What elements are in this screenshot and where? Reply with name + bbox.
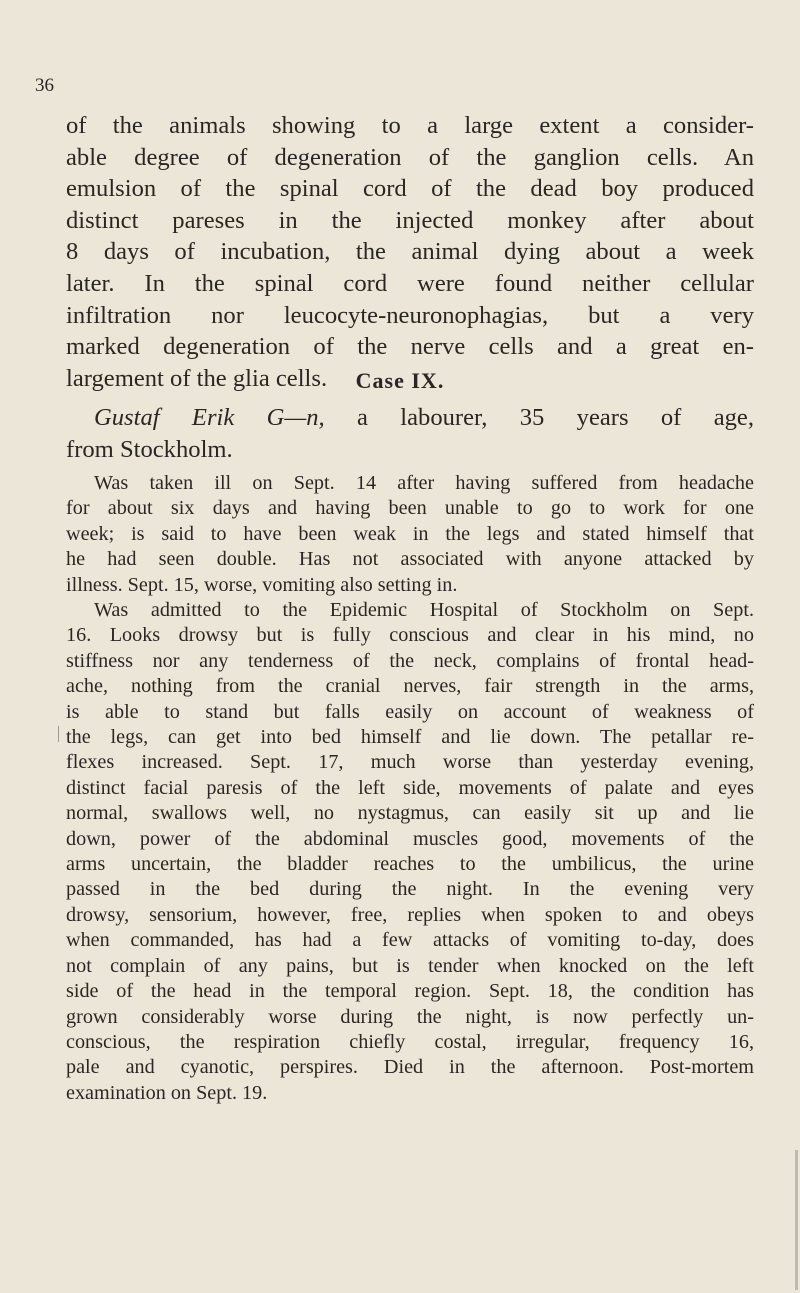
case-history-paragraph xyxy=(66,471,754,598)
text-line: passed in the bed during the night. In the evening very xyxy=(66,878,754,901)
text-line: side of the head in the temporal region. Sept. 18, the condition has xyxy=(66,980,754,1003)
text-line: normal, swallows well, no nystagmus, can easily sit up and lie xyxy=(66,802,754,825)
text-line: Was admitted to the Epidemic Hospital of Stockholm on Sept. xyxy=(94,599,754,621)
text-line: drowsy, sensorium, however, free, replies when spoken to and obeys xyxy=(66,903,754,926)
text-line: largement of the glia cells. xyxy=(66,364,328,392)
hospital-course-paragraph xyxy=(66,598,754,1106)
text-line: when commanded, has had a few attacks of vomiting to-day, does xyxy=(66,929,754,952)
patient-description: a labourer, 35 years of age, xyxy=(324,404,754,431)
patient-intro xyxy=(66,402,754,465)
text-line: later. In the spinal cord were found neither cellular xyxy=(66,269,754,297)
text-line: not complain of any pains, but is tender when knocked on the left xyxy=(66,954,754,977)
text-line: for about six days and having been unable to go to work for one xyxy=(66,497,754,520)
text-line: the legs, can get into bed himself and lie down. The petallar re- xyxy=(66,726,754,749)
text-line: pale and cyanotic, perspires. Died in the afternoon. Post-mortem xyxy=(66,1056,754,1079)
text-line: 8 days of incubation, the animal dying about a week xyxy=(66,238,754,266)
text-line: Was taken ill on Sept. 14 after having suffered from headache xyxy=(94,472,754,494)
text-line: distinct pareses in the injected monkey after about xyxy=(66,206,754,234)
text-line: conscious, the respiration chiefly costal, irregular, frequency 16, xyxy=(66,1030,754,1053)
text-line: illness. Sept. 15, worse, vomiting also setting in. xyxy=(66,573,458,596)
text-line: grown considerably worse during the night, is now perfectly un- xyxy=(66,1005,754,1028)
text-line: week; is said to have been weak in the legs and stated himself that xyxy=(66,522,754,545)
text-line: stiffness nor any tenderness of the neck, complains of frontal head- xyxy=(66,649,754,672)
text-line: down, power of the abdominal muscles good, movements of the xyxy=(66,827,754,850)
text-line: of the animals showing to a large extent a consider- xyxy=(66,112,754,139)
text-line: marked degeneration of the nerve cells and a great en- xyxy=(66,333,754,361)
text-line: is able to stand but falls easily on account of weakness of xyxy=(66,700,754,723)
case-heading: Case IX. xyxy=(355,368,445,393)
scan-mark xyxy=(795,1150,798,1290)
patient-name: Gustaf Erik G—n, xyxy=(94,404,325,431)
text-line: infiltration nor leucocyte-neuronophagias, but a very xyxy=(66,301,754,329)
text-line: emulsion of the spinal cord of the dead boy produced xyxy=(66,175,754,203)
text-line: 16. Looks drowsy but is fully conscious and clear in his mind, no xyxy=(66,624,754,647)
scan-mark xyxy=(58,726,59,742)
patient-line xyxy=(66,402,754,434)
text-line: able degree of degeneration of the ganglion cells. An xyxy=(66,143,754,171)
text-line: distinct facial paresis of the left side, movements of palate and eyes xyxy=(66,776,754,799)
text-line: he had seen double. Has not associated with anyone attacked by xyxy=(66,548,754,571)
text-line: arms uncertain, the bladder reaches to the umbilicus, the urine xyxy=(66,853,754,876)
text-line: flexes increased. Sept. 17, much worse than yesterday evening, xyxy=(66,751,754,774)
page-number: 36 xyxy=(35,75,54,96)
text-line: examination on Sept. 19. xyxy=(66,1081,268,1104)
patient-origin: from Stockholm. xyxy=(66,435,233,463)
paragraph-continued xyxy=(66,110,754,394)
text-line: ache, nothing from the cranial nerves, fair strength in the arms, xyxy=(66,675,754,698)
